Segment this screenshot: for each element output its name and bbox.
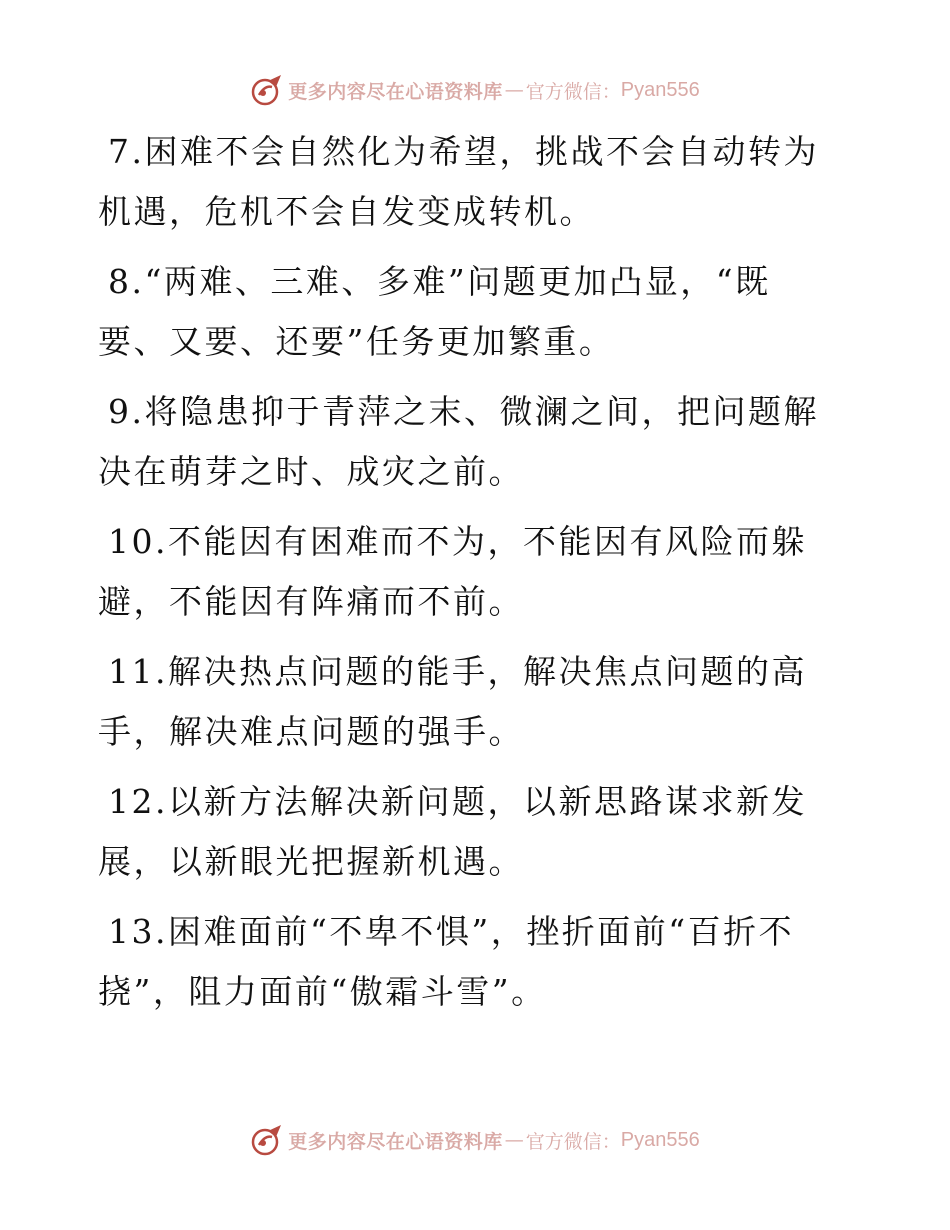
watermark-wechat-id: Pyan556	[620, 1128, 700, 1151]
list-item: 8.“两难、三难、多难”问题更加凸显，“既要、又要、还要”任务更加繁重。	[98, 262, 771, 361]
pen-logo-icon	[250, 73, 284, 107]
watermark-text: 更多内容尽在心语资料库	[288, 80, 503, 103]
watermark-dash: —	[504, 79, 524, 101]
pen-logo-icon	[250, 1123, 284, 1157]
watermark-wechat-label: 官方微信：	[525, 1130, 621, 1153]
list-item: 7.困难不会自然化为希望，挑战不会自动转为机遇，危机不会自发变成转机。	[98, 132, 819, 231]
watermark-text: 更多内容尽在心语资料库	[288, 1130, 503, 1153]
footer-watermark	[0, 1120, 950, 1160]
watermark-dash: —	[504, 1129, 524, 1151]
list-item: 9.将隐患抑于青萍之末、微澜之间，把问题解决在萌芽之时、成灾之前。	[98, 392, 819, 491]
list-item: 11.解决热点问题的能手，解决焦点问题的高手，解决难点问题的强手。	[98, 652, 807, 751]
list-item: 12.以新方法解决新问题，以新思路谋求新发展，以新眼光把握新机遇。	[98, 782, 807, 881]
watermark-wechat-label: 官方微信：	[525, 80, 621, 103]
watermark-wechat-id: Pyan556	[620, 78, 700, 101]
document-body	[98, 122, 838, 1032]
list-item: 13.困难面前“不卑不惧”，挫折面前“百折不挠”，阻力面前“傲霜斗雪”。	[98, 912, 795, 1011]
header-watermark	[0, 70, 950, 110]
list-item: 10.不能因有困难而不为，不能因有风险而躲避，不能因有阵痛而不前。	[98, 522, 807, 621]
